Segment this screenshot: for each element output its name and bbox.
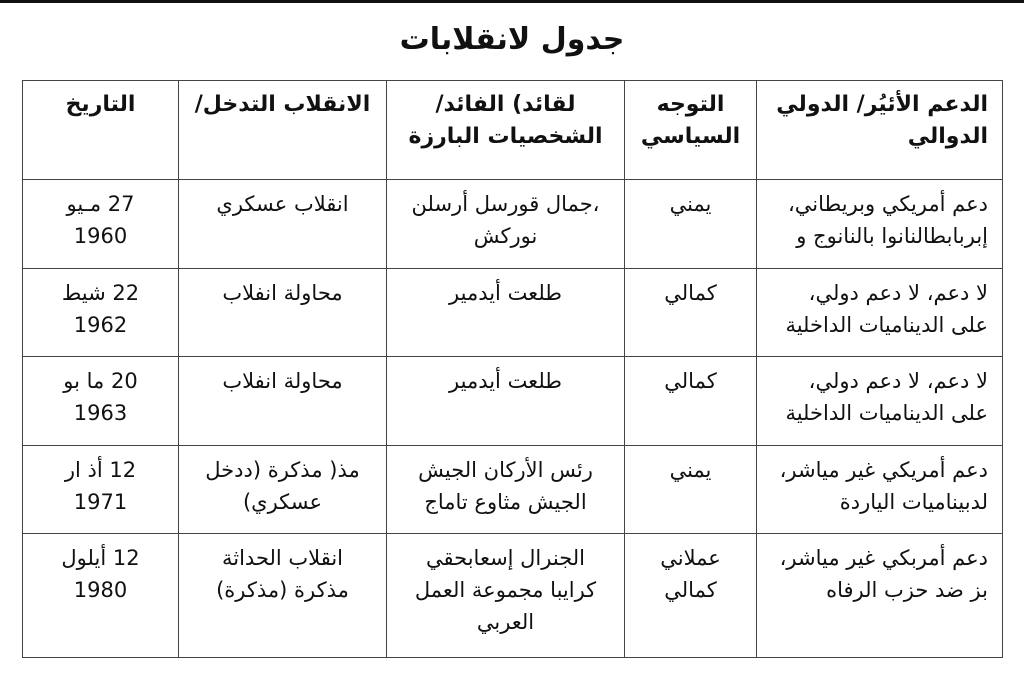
- cell-coup: مذ( مذكرة (ددخل عسكري): [179, 445, 387, 534]
- header-coup: الانقلاب التدخل/: [179, 81, 387, 180]
- cell-orientation: عملاني كمالي: [625, 534, 757, 658]
- table-header-row: [23, 81, 1003, 180]
- cell-support: لا دعم، لا دعم دولي، على الديناميات الداخلية: [757, 268, 1003, 357]
- cell-leader: ،جمال قورسل أرسلن نوركش: [387, 180, 625, 269]
- cell-date: 27 مـيو 1960: [23, 180, 179, 269]
- cell-support: دعم أمريكي وبريطاني، إبربابطالنانوا بالنانوج و: [757, 180, 1003, 269]
- cell-date: 20 ما بو 1963: [23, 357, 179, 446]
- cell-orientation: يمني: [625, 180, 757, 269]
- cell-coup: محاولة انفلاب: [179, 357, 387, 446]
- top-rule: [0, 0, 1024, 3]
- table-row: [23, 268, 1003, 357]
- cell-coup: انقلاب الحداثة مذكرة (مذكرة): [179, 534, 387, 658]
- cell-support: دعم أمربكي غير مياشر، بز ضد حزب الرفاه: [757, 534, 1003, 658]
- cell-date: 12 أذ ار 1971: [23, 445, 179, 534]
- cell-orientation: كمالي: [625, 357, 757, 446]
- cell-leader: الجنرال إسعابحقي كرايبا مجموعة العمل العربي: [387, 534, 625, 658]
- coups-table: [22, 80, 1003, 658]
- cell-date: 22 شيط 1962: [23, 268, 179, 357]
- cell-leader: طلعت أيدمير: [387, 268, 625, 357]
- cell-orientation: يمني: [625, 445, 757, 534]
- table-row: [23, 445, 1003, 534]
- cell-coup: انقلاب عسكري: [179, 180, 387, 269]
- header-support: الدعم الأئيُر/ الدولي الدوالي: [757, 81, 1003, 180]
- page-title: جدول لانقلابات: [399, 22, 625, 57]
- table-row: [23, 534, 1003, 658]
- table-row: [23, 357, 1003, 446]
- header-orientation: التوجه السياسي: [625, 81, 757, 180]
- cell-support: دعم أمريكي غير مياشر، لدبيناميات الياردة: [757, 445, 1003, 534]
- cell-leader: طلعت أيدمير: [387, 357, 625, 446]
- cell-leader: رئس الأركان الجيش الجيش مثاوع تاماج: [387, 445, 625, 534]
- cell-date: 12 أيلول 1980: [23, 534, 179, 658]
- cell-orientation: كمالي: [625, 268, 757, 357]
- cell-coup: محاولة انفلاب: [179, 268, 387, 357]
- header-leader: لقائد) الفائد/ الشخصيات البارزة: [387, 81, 625, 180]
- cell-support: لا دعم، لا دعم دولي، على الديناميات الداخلية: [757, 357, 1003, 446]
- table-row: [23, 180, 1003, 269]
- header-date: التاريخ: [23, 81, 179, 180]
